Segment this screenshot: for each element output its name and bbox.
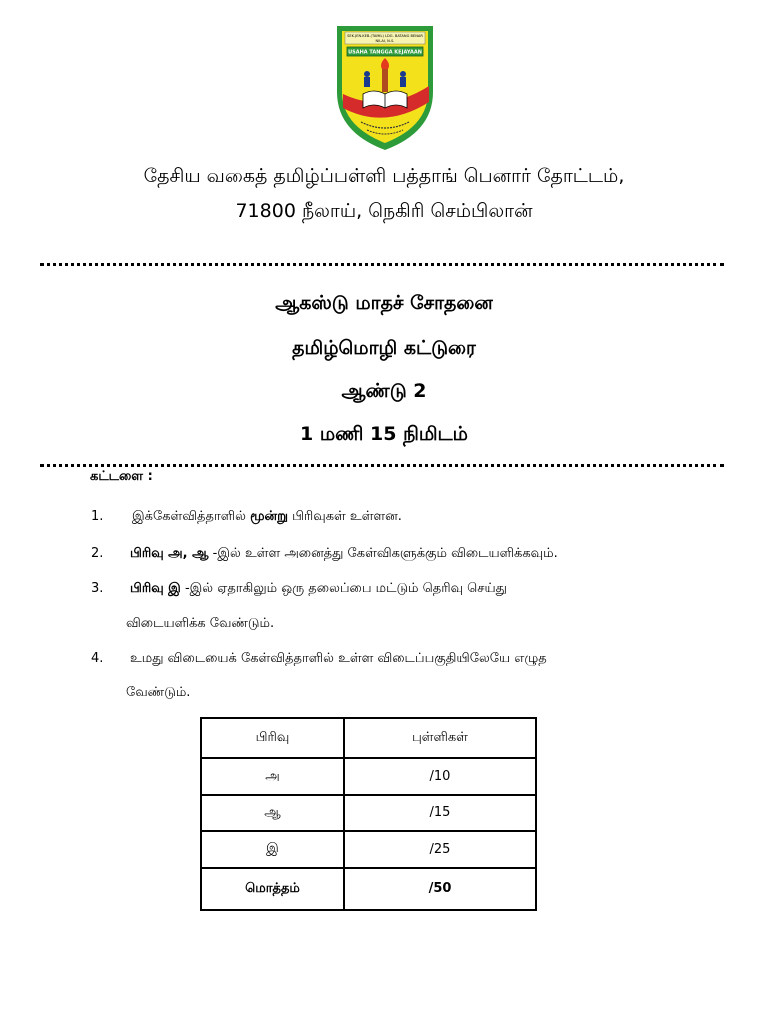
school-name: தேசிய வகைத் தமிழ்ப்பள்ளி பத்தாங் பெனார் தோட்டம், [143,165,625,187]
section-cell: அ [201,758,344,794]
exam-year: ஆண்டு 2 [341,380,427,402]
header-section: பிரிவு [201,718,344,758]
instruction-number: 3. [91,581,104,596]
instruction-number: 2. [91,546,104,561]
exam-duration: 1 மணி 15 நிமிடம் [300,423,468,445]
svg-text:USAHA TANGGA KEJAYAAN: USAHA TANGGA KEJAYAAN [348,49,422,56]
marks-cell: /25 [344,831,536,867]
instructions-heading: கட்டளை : [90,469,153,484]
instruction-item: உமது விடையைக் கேள்வித்தாளில் உள்ள விடைப்பகுதியிலேயே எழுத [130,651,547,666]
total-label: மொத்தம் [201,868,344,910]
marks-cell: /15 [344,795,536,831]
table-header-row [201,718,536,758]
marks-cell: /10 [344,758,536,794]
table-row [201,831,536,867]
total-marks: /50 [344,868,536,910]
section-cell: ஆ [201,795,344,831]
exam-title: ஆகஸ்டு மாதச் சோதனை [275,292,493,314]
instruction-item: பிரிவு அ, ஆ -இல் உள்ள அனைத்து கேள்விகளுக்கும் விடையளிக்கவும். [130,546,558,561]
instruction-item: பிரிவு இ -இல் ஏதாகிலும் ஒரு தலைப்பை மட்டும் தெரிவு செய்து [130,581,507,596]
instruction-item: இக்கேள்வித்தாளில் மூன்று பிரிவுகள் உள்ளன. [132,509,402,524]
instruction-number: 4. [91,651,104,666]
table-row [201,758,536,794]
school-logo [333,22,437,152]
table-total-row [201,868,536,910]
instruction-number: 1. [91,509,104,524]
dotted-divider-top [40,263,724,266]
exam-subject: தமிழ்மொழி கட்டுரை [292,337,476,359]
svg-text:SEK.JEN.KEB.(TAMIL) LDG. BATAN: SEK.JEN.KEB.(TAMIL) LDG. BATANG BENAR [347,34,423,38]
svg-text:NILAI, N.S.: NILAI, N.S. [375,39,395,43]
marks-table [200,717,537,911]
table-row [201,795,536,831]
instruction-continuation: விடையளிக்க வேண்டும். [126,616,275,631]
section-cell: இ [201,831,344,867]
school-address: 71800 நீலாய், நெகிரி செம்பிலான் [235,200,533,222]
dotted-divider-bottom [40,464,724,467]
instruction-continuation: வேண்டும். [126,685,191,700]
header-marks: புள்ளிகள் [344,718,536,758]
